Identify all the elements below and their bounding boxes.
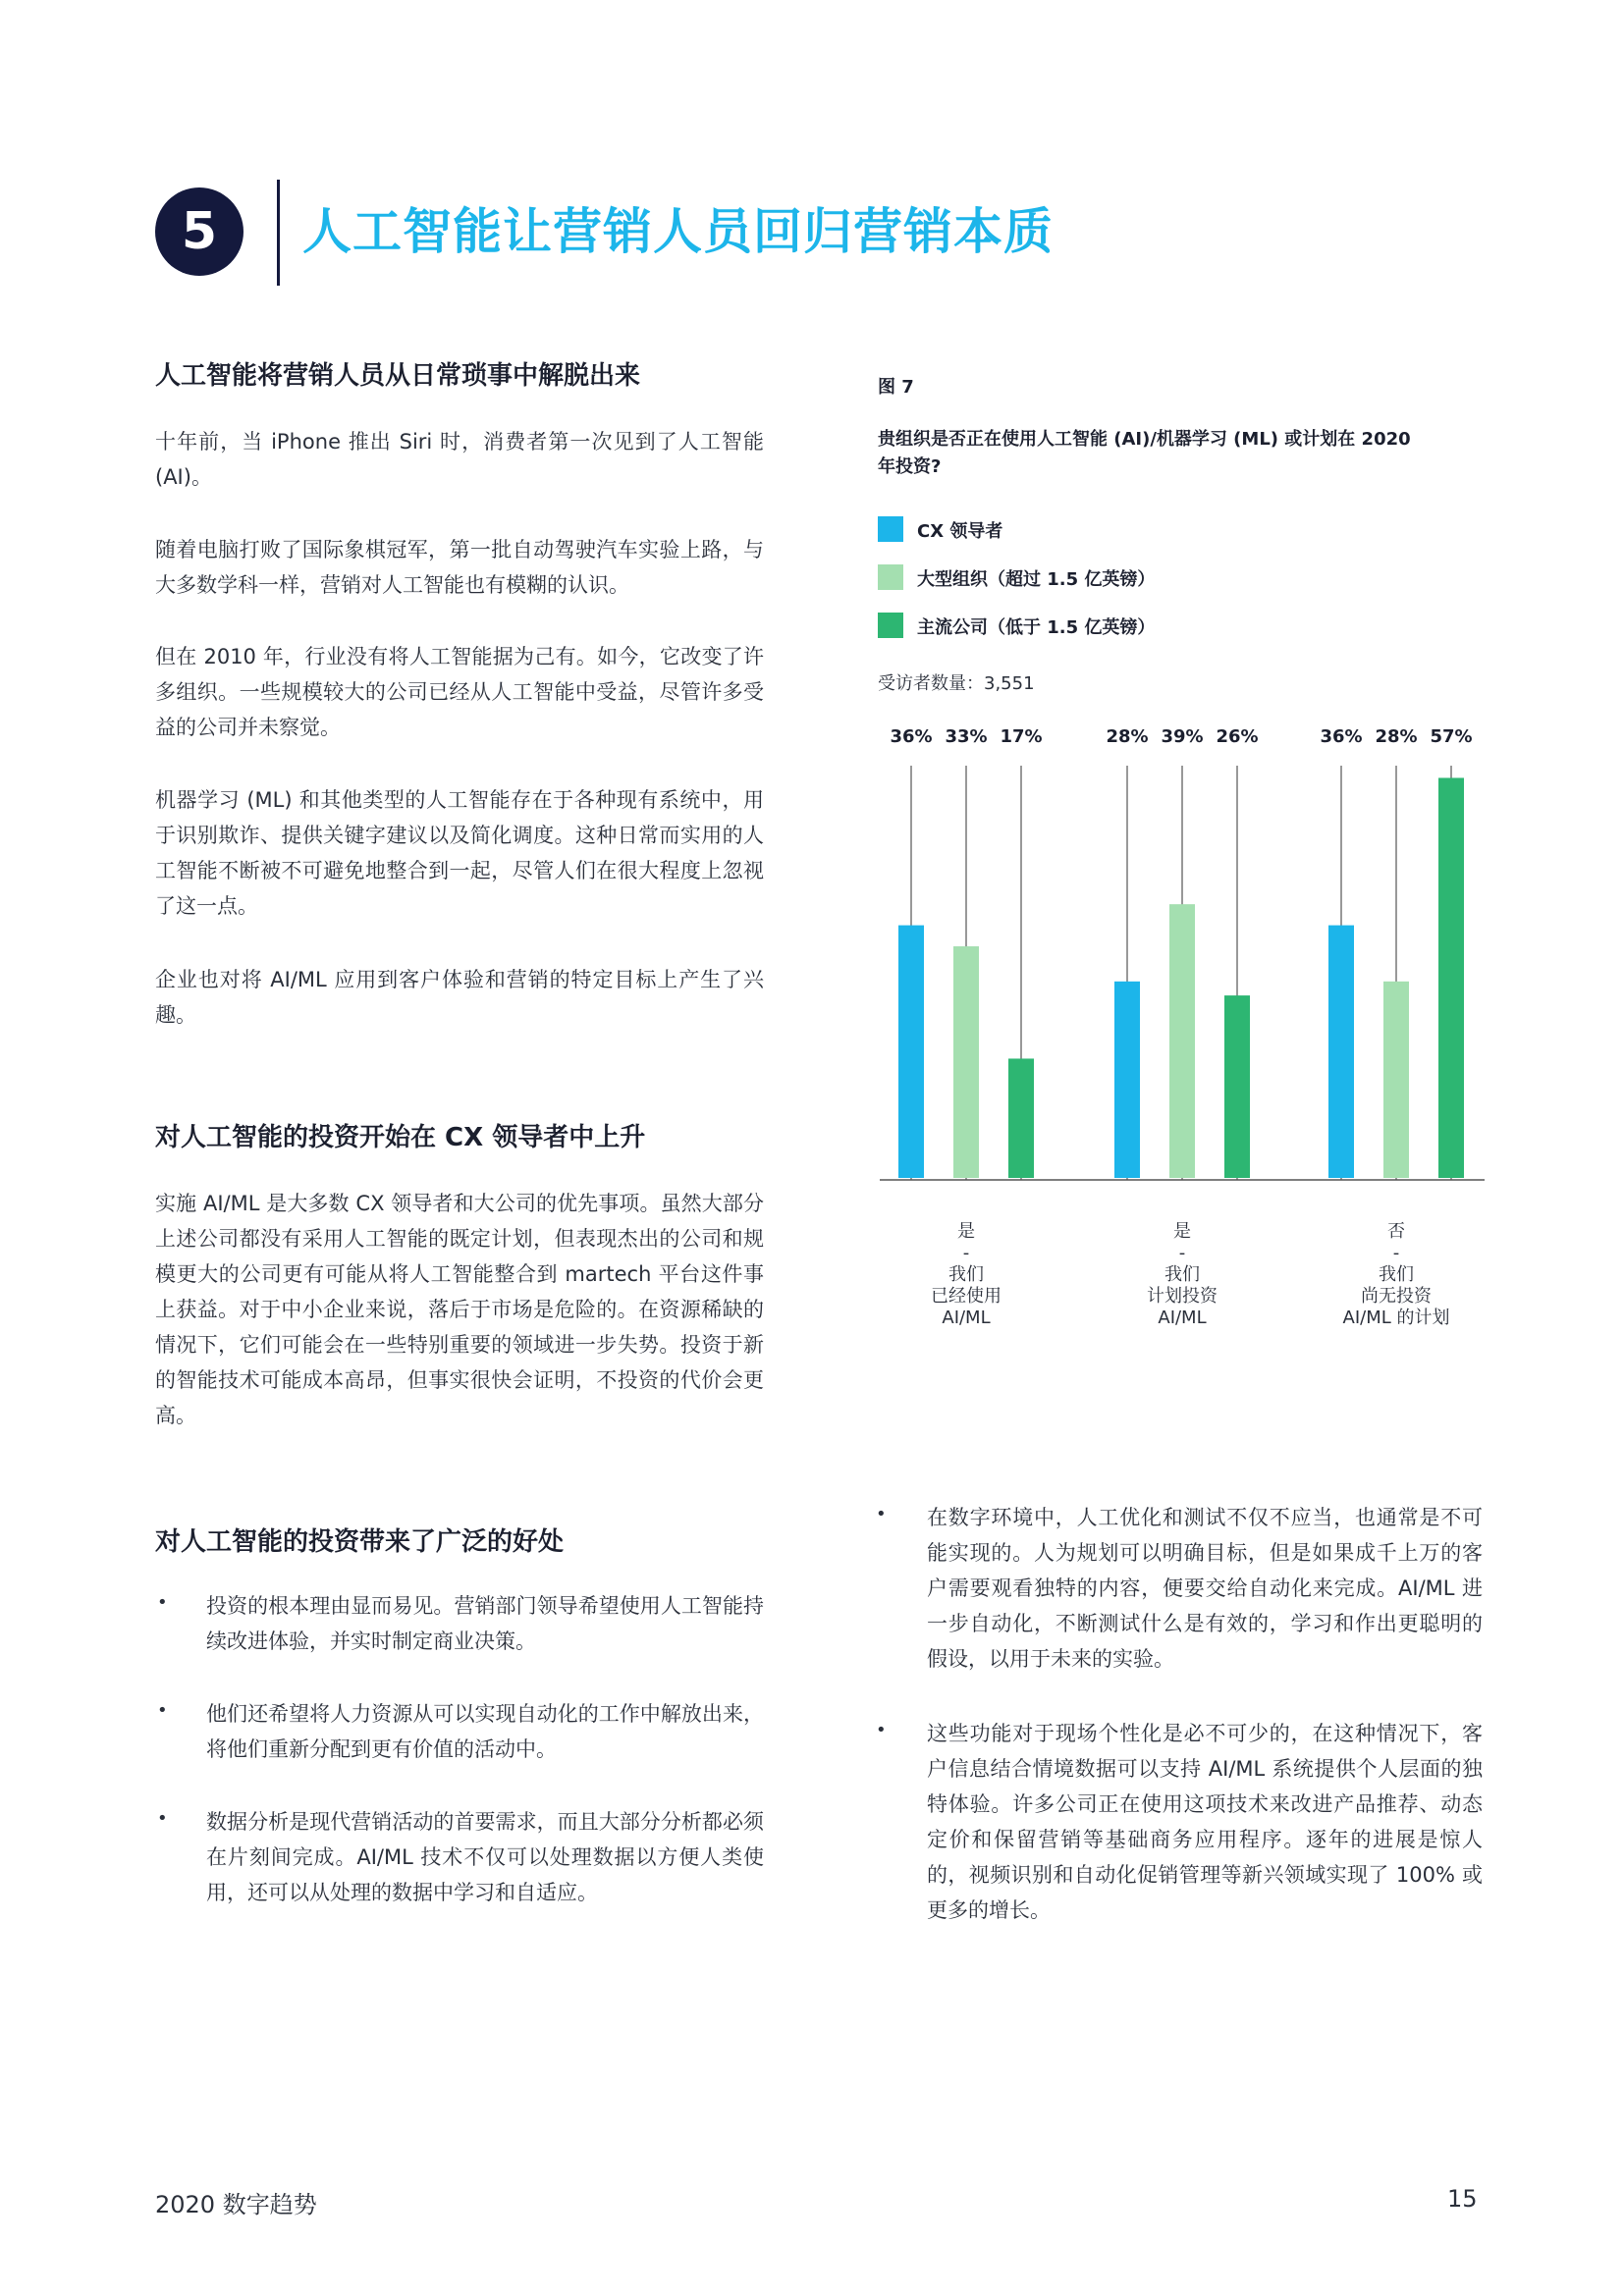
- paragraph-6: 实施 AI/ML 是大多数 CX 领导者和大公司的优先事项。虽然大部分上述公司都没有采用人工智能的既定计划，但表现杰出的公司和规模更大的公司更有可能从将人工智能整合到 martech 平台这件事上获益。对于中小企业来说，落后于市场是危险的。在资源稀缺的情况下，它们可能会在一些特别重要的领域进一步失势。投资于新的智能技术可能成本高昂，但事实很快会证明，不投资的代价会更高。: [155, 1192, 764, 1427]
- paragraph-5: 企业也对将 AI/ML 应用到客户体验和营销的特定目标上产生了兴趣。: [155, 968, 764, 1027]
- category-label-0-1: -: [962, 1243, 970, 1263]
- page-number: 15: [1447, 2185, 1478, 2213]
- category-label-2-1: -: [1392, 1243, 1400, 1263]
- heading-ai-frees-marketers: 人工智能将营销人员从日常琐事中解脱出来: [155, 361, 641, 391]
- category-label-0-0: 是: [957, 1221, 975, 1242]
- header-divider: [277, 180, 280, 286]
- bullet-marker: •: [157, 1592, 168, 1613]
- bar-chart: [864, 707, 1492, 1355]
- heading-investment-rising: 对人工智能的投资开始在 CX 领导者中上升: [155, 1123, 646, 1152]
- category-label-1-4: AI/ML: [1158, 1308, 1207, 1328]
- figure-question: 贵组织是否正在使用人工智能 (AI)/机器学习 (ML) 或计划在 2020 年投资?: [878, 429, 1411, 477]
- value-label-2-0: 36%: [1320, 726, 1363, 747]
- value-label-2-2: 57%: [1430, 726, 1473, 747]
- value-label-1-0: 28%: [1106, 726, 1149, 747]
- left-bullet-3: 数据分析是现代营销活动的首要需求，而且大部分分析都必须在片刻间完成。AI/ML 技术不仅可以处理数据以方便人类使用，还可以从处理的数据中学习和自适应。: [206, 1810, 764, 1904]
- category-label-0-3: 已经使用: [931, 1286, 1001, 1307]
- category-label-2-0: 否: [1387, 1221, 1405, 1242]
- bar-0-1: [953, 946, 979, 1178]
- paragraph-4: 机器学习 (ML) 和其他类型的人工智能存在于各种现有系统中，用于识别欺诈、提供关键字建议以及简化调度。这种日常而实用的人工智能不断被不可避免地整合到一起，尽管人们在很大程度上忽视了这一点。: [155, 788, 764, 918]
- legend-swatch-large-orgs: [878, 564, 903, 590]
- value-label-0-2: 17%: [1000, 726, 1043, 747]
- category-label-0-4: AI/ML: [942, 1308, 991, 1328]
- respondents-count: 受访者数量：3,551: [878, 673, 1035, 694]
- heading-broad-benefits: 对人工智能的投资带来了广泛的好处: [155, 1527, 565, 1557]
- category-label-1-0: 是: [1173, 1221, 1191, 1242]
- footer-title: 2020 数字趋势: [155, 2191, 317, 2218]
- bar-1-0: [1114, 982, 1140, 1178]
- bar-2-1: [1383, 982, 1409, 1178]
- legend-label-cx-leaders: CX 领导者: [917, 521, 1003, 542]
- category-label-1-3: 计划投资: [1147, 1286, 1218, 1307]
- category-label-0-2: 我们: [948, 1264, 984, 1285]
- bar-1-2: [1224, 995, 1250, 1178]
- right-bullet-2: 这些功能对于现场个性化是必不可少的，在这种情况下，客户信息结合情境数据可以支持 AI/ML 系统提供个人层面的独特体验。许多公司正在使用这项技术来改进产品推荐、动态定价和保留营销等基础商务应用程序。逐年的进展是惊人的，视频识别和自动化促销管理等新兴领域实现了 100% 或更多的增长。: [927, 1722, 1483, 1922]
- value-label-0-1: 33%: [945, 726, 988, 747]
- bar-2-2: [1438, 777, 1464, 1178]
- paragraph-1: 十年前，当 iPhone 推出 Siri 时，消费者第一次见到了人工智能 (AI)。: [155, 430, 764, 489]
- paragraph-3: 但在 2010 年，行业没有将人工智能据为己有。如今，它改变了许多组织。一些规模较大的公司已经从人工智能中受益，尽管许多受益的公司并未察觉。: [155, 645, 764, 739]
- left-bullet-1: 投资的根本理由显而易见。营销部门领导希望使用人工智能持续改进体验，并实时制定商业决策。: [206, 1594, 764, 1653]
- section-number-badge: 5: [155, 187, 244, 276]
- bar-1-1: [1169, 904, 1195, 1178]
- section-title: 人工智能让营销人员回归营销本质: [302, 203, 1054, 260]
- category-label-2-3: 尚无投资: [1361, 1286, 1432, 1307]
- value-label-1-2: 26%: [1216, 726, 1259, 747]
- bar-0-0: [898, 926, 924, 1178]
- paragraph-2: 随着电脑打败了国际象棋冠军，第一批自动驾驶汽车实验上路，与大多数学科一样，营销对人工智能也有模糊的认识。: [155, 538, 764, 597]
- category-label-1-1: -: [1178, 1243, 1186, 1263]
- bullet-marker: •: [876, 1504, 887, 1524]
- bullet-marker: •: [157, 1700, 168, 1721]
- bar-2-0: [1328, 926, 1354, 1178]
- category-label-2-4: AI/ML 的计划: [1342, 1308, 1450, 1328]
- legend-label-mainstream: 主流公司（低于 1.5 亿英镑）: [917, 617, 1156, 638]
- value-label-1-1: 39%: [1161, 726, 1204, 747]
- legend-swatch-mainstream: [878, 613, 903, 638]
- bullet-marker: •: [876, 1720, 887, 1740]
- category-label-2-2: 我们: [1379, 1264, 1414, 1285]
- figure-label: 图 7: [878, 377, 914, 398]
- legend-swatch-cx-leaders: [878, 516, 903, 542]
- bar-0-2: [1008, 1058, 1034, 1178]
- bullet-marker: •: [157, 1808, 168, 1829]
- right-bullet-1: 在数字环境中，人工优化和测试不仅不应当，也通常是不可能实现的。人为规划可以明确目标，但是如果成千上万的客户需要观看独特的内容，便要交给自动化来完成。AI/ML 进一步自动化，不断测试什么是有效的，学习和作出更聪明的假设，以用于未来的实验。: [927, 1506, 1483, 1671]
- left-bullet-2: 他们还希望将人力资源从可以实现自动化的工作中解放出来，将他们重新分配到更有价值的活动中。: [206, 1702, 764, 1761]
- legend-label-large-orgs: 大型组织（超过 1.5 亿英镑）: [917, 569, 1156, 590]
- value-label-0-0: 36%: [890, 726, 933, 747]
- category-label-1-2: 我们: [1164, 1264, 1200, 1285]
- value-label-2-1: 28%: [1375, 726, 1418, 747]
